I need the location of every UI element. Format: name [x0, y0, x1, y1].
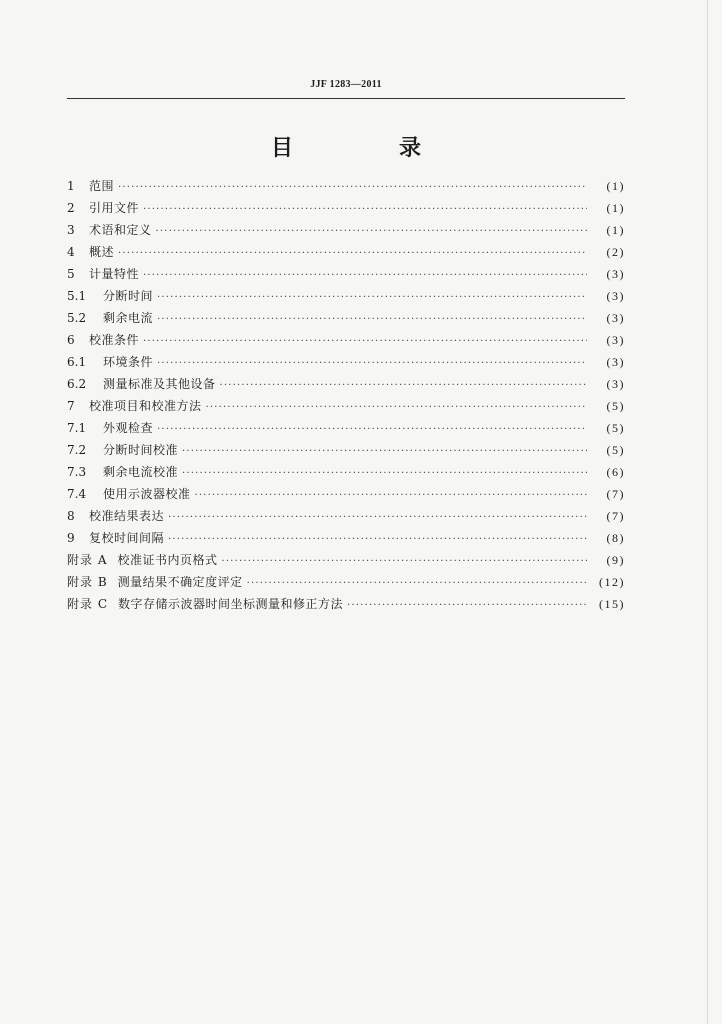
toc-entry[interactable] — [67, 485, 625, 507]
toc-leader-dots — [118, 182, 587, 193]
toc-entry-page: (3) — [606, 289, 625, 303]
toc-leader-dots — [156, 226, 587, 237]
toc-entry[interactable] — [67, 397, 625, 419]
toc-entry-page: (5) — [606, 399, 625, 413]
toc-leader-dots — [195, 490, 587, 501]
toc-entry[interactable] — [67, 287, 625, 309]
toc-entry-label: 外观检查 — [103, 421, 154, 435]
toc-entry-label: 分断时间校准 — [103, 443, 179, 457]
toc-entry-number: 7 — [67, 399, 75, 413]
toc-leader-dots — [220, 380, 587, 391]
toc-leader-dots — [157, 314, 587, 325]
toc-entry-label: 环境条件 — [103, 355, 154, 369]
toc-entry-label: 术语和定义 — [89, 223, 152, 237]
toc-entry[interactable] — [67, 221, 625, 243]
toc-entry-label: 剩余电流 — [103, 311, 154, 325]
toc-entry-label: 剩余电流校准 — [103, 465, 179, 479]
toc-entry-page: (3) — [606, 377, 625, 391]
toc-entry-page: (1) — [606, 179, 625, 193]
toc-entry[interactable] — [67, 309, 625, 331]
toc-entry[interactable] — [67, 507, 625, 529]
toc-entry-number: 8 — [67, 509, 75, 523]
toc-entry[interactable] — [67, 463, 625, 485]
toc-entry-label: 校准结果表达 — [89, 509, 165, 523]
toc-entry-number: 5.1 — [67, 289, 87, 303]
toc-entry-page: (3) — [606, 333, 625, 347]
toc-appendix-entry[interactable] — [67, 573, 625, 595]
toc-entry-label: 概述 — [89, 245, 115, 259]
toc-entry[interactable] — [67, 265, 625, 287]
toc-entry[interactable] — [67, 353, 625, 375]
toc-entry-page: (15) — [599, 597, 625, 611]
toc-leader-dots — [143, 204, 587, 215]
toc-entry-page: (3) — [606, 355, 625, 369]
toc-appendix-entry[interactable] — [67, 595, 625, 617]
toc-entry-number: 7.2 — [67, 443, 87, 457]
toc-leader-dots — [157, 292, 587, 303]
table-of-contents — [67, 177, 625, 617]
toc-leader-dots — [206, 402, 587, 413]
toc-entry-page: (12) — [599, 575, 625, 589]
toc-entry-page: (2) — [606, 245, 625, 259]
toc-leader-dots — [168, 512, 587, 523]
toc-entry-page: (5) — [606, 421, 625, 435]
toc-appendix-number: 附录 A — [67, 553, 108, 567]
toc-entry[interactable] — [67, 331, 625, 353]
toc-entry-page: (3) — [606, 311, 625, 325]
toc-entry-label: 校准项目和校准方法 — [89, 399, 202, 413]
toc-entry-number: 7.4 — [67, 487, 87, 501]
toc-entry-page: (5) — [606, 443, 625, 457]
toc-entry-number: 6.1 — [67, 355, 87, 369]
toc-entry[interactable] — [67, 529, 625, 551]
toc-leader-dots — [143, 270, 587, 281]
toc-entry-page: (1) — [606, 223, 625, 237]
toc-entry-page: (7) — [606, 487, 625, 501]
toc-leader-dots — [143, 336, 587, 347]
toc-entry-label: 引用文件 — [89, 201, 140, 215]
toc-entry-page: (3) — [606, 267, 625, 281]
toc-leader-dots — [222, 556, 588, 567]
toc-entry-page: (7) — [606, 509, 625, 523]
page-edge — [707, 0, 708, 1024]
page-title: 目 录 — [270, 136, 463, 161]
toc-entry-page: (1) — [606, 201, 625, 215]
toc-entry-label: 校准证书内页格式 — [117, 553, 218, 567]
toc-entry[interactable] — [67, 419, 625, 441]
toc-entry-number: 7.1 — [67, 421, 87, 435]
toc-entry-page: (6) — [606, 465, 625, 479]
toc-entry-label: 复校时间间隔 — [89, 531, 165, 545]
toc-leader-dots — [182, 446, 587, 457]
toc-leader-dots — [247, 578, 587, 589]
toc-entry[interactable] — [67, 243, 625, 265]
toc-entry-label: 测量结果不确定度评定 — [117, 575, 243, 589]
toc-entry-page: (9) — [606, 553, 625, 567]
toc-entry-page: (8) — [606, 531, 625, 545]
toc-entry-number: 6 — [67, 333, 75, 347]
toc-entry-number: 1 — [67, 179, 75, 193]
toc-entry-number: 2 — [67, 201, 75, 215]
toc-entry-number: 4 — [67, 245, 75, 259]
toc-entry-label: 计量特性 — [89, 267, 140, 281]
toc-entry-number: 7.3 — [67, 465, 87, 479]
toc-entry-number: 3 — [67, 223, 75, 237]
toc-entry-label: 使用示波器校准 — [103, 487, 191, 501]
toc-entry-label: 范围 — [89, 179, 115, 193]
toc-appendix-entry[interactable] — [67, 551, 625, 573]
toc-entry-number: 9 — [67, 531, 75, 545]
toc-entry[interactable] — [67, 375, 625, 397]
toc-appendix-number: 附录 C — [67, 597, 108, 611]
toc-leader-dots — [347, 600, 587, 611]
toc-entry-label: 数字存储示波器时间坐标测量和修正方法 — [118, 597, 344, 611]
toc-leader-dots — [157, 358, 587, 369]
toc-entry[interactable] — [67, 441, 625, 463]
standard-code-header: JJF 1283—2011 — [310, 79, 382, 90]
toc-entry-number: 5.2 — [67, 311, 87, 325]
toc-entry-number: 6.2 — [67, 377, 87, 391]
header-rule — [67, 98, 625, 99]
toc-leader-dots — [168, 534, 587, 545]
toc-leader-dots — [157, 424, 587, 435]
toc-appendix-number: 附录 B — [67, 575, 108, 589]
toc-entry[interactable] — [67, 199, 625, 221]
toc-entry-label: 测量标准及其他设备 — [103, 377, 216, 391]
toc-entry[interactable] — [67, 177, 625, 199]
toc-leader-dots — [118, 248, 587, 259]
toc-leader-dots — [182, 468, 587, 479]
toc-entry-label: 分断时间 — [103, 289, 154, 303]
toc-entry-number: 5 — [67, 267, 75, 281]
toc-entry-label: 校准条件 — [89, 333, 140, 347]
